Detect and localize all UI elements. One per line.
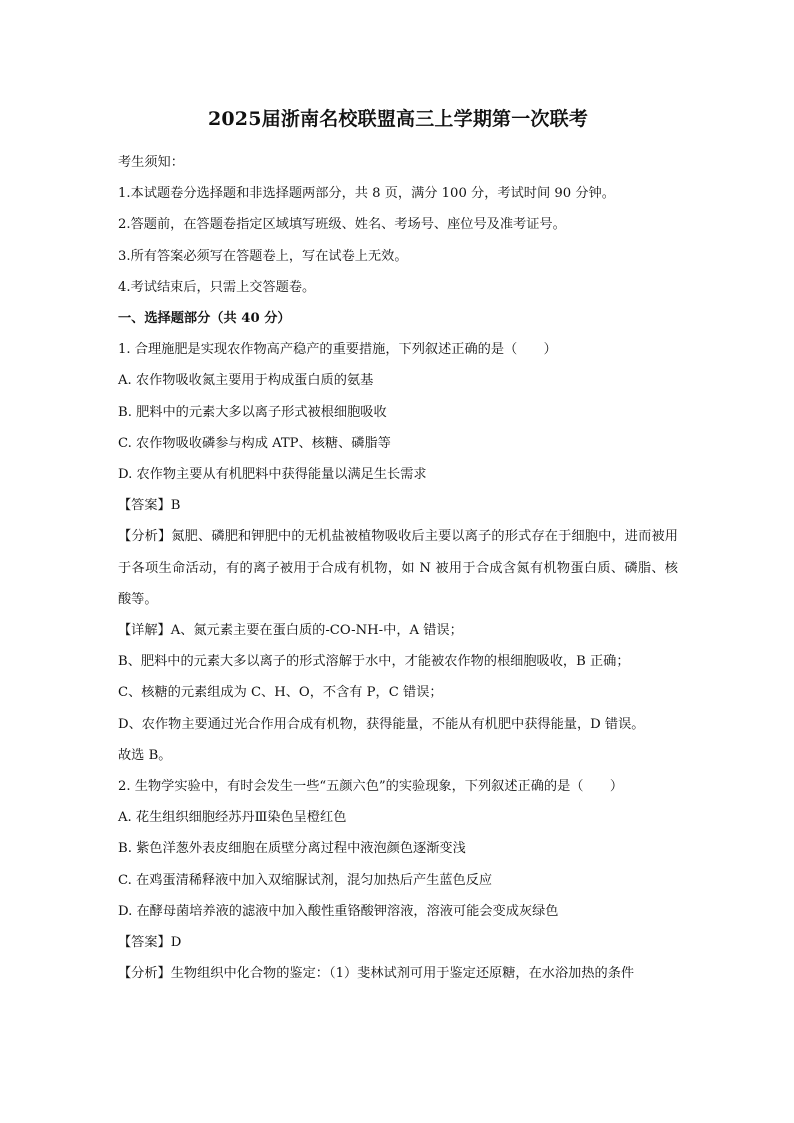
- q2-option-b: B. 紫色洋葱外表皮细胞在质壁分离过程中液泡颜色逐渐变浅: [118, 841, 466, 857]
- q1-option-c: C. 农作物吸收磷参与构成 ATP、核糖、磷脂等: [118, 435, 391, 451]
- q1-detail-d: D、农作物主要通过光合作用合成有机物，获得能量，不能从有机肥中获得能量，D 错误。: [118, 716, 645, 732]
- q2-option-c: C. 在鸡蛋清稀释液中加入双缩脲试剂，混匀加热后产生蓝色反应: [118, 872, 493, 888]
- q1-detail-c: C、核糖的元素组成为 C、H、O，不含有 P，C 错误；: [118, 685, 443, 701]
- q1-analysis: 【分析】氮肥、磷肥和钾肥中的无机盐被植物吸收后主要以离子的形式存在于细胞中，进而被用于各项生命活动，有的离子被用于合成有机物，如 N 被用于合成含氮有机物蛋白质、磷脂、核酸等。: [118, 529, 678, 607]
- section-heading: 一、选择题部分（共 40 分）: [118, 311, 291, 327]
- q1-detail-a: 【详解】A、氮元素主要在蛋白质的-CO-NH-中，A 错误；: [118, 623, 463, 639]
- q2-stem: 2. 生物学实验中，有时会发生一些“五颜六色”的实验现象，下列叙述正确的是（ ）: [118, 779, 624, 795]
- q2-answer: 【答案】D: [118, 935, 182, 951]
- notice-item-3: 3.所有答案必须写在答题卷上，写在试卷上无效。: [118, 248, 408, 264]
- q1-option-a: A. 农作物吸收氮主要用于构成蛋白质的氨基: [118, 373, 374, 389]
- q1-conclusion: 故选 B。: [118, 747, 172, 763]
- document-title: 2025届浙南名校联盟高三上学期第一次联考: [207, 108, 589, 130]
- notice-item-4: 4.考试结束后，只需上交答题卷。: [118, 279, 316, 295]
- q2-option-d: D. 在酵母菌培养液的滤液中加入酸性重铬酸钾溶液，溶液可能会变成灰绿色: [118, 903, 559, 919]
- notice-heading: 考生须知：: [118, 155, 184, 170]
- q1-option-b: B. 肥料中的元素大多以离子形式被根细胞吸收: [118, 404, 387, 420]
- document-page: [118, 104, 678, 989]
- notice-item-2: 2.答题前，在答题卷指定区域填写班级、姓名、考场号、座位号及准考证号。: [118, 217, 566, 233]
- q2-option-a: A. 花生组织细胞经苏丹Ⅲ染色呈橙红色: [118, 810, 347, 826]
- q2-analysis: 【分析】生物组织中化合物的鉴定：（1）斐林试剂可用于鉴定还原糖，在水浴加热的条件: [118, 966, 635, 982]
- q1-detail-b: B、肥料中的元素大多以离子的形式溶解于水中，才能被农作物的根细胞吸收，B 正确；: [118, 654, 630, 670]
- notice-item-1: 1.本试题卷分选择题和非选择题两部分，共 8 页，满分 100 分，考试时间 90 分钟。: [118, 186, 615, 202]
- q1-answer: 【答案】B: [118, 498, 181, 514]
- q1-option-d: D. 农作物主要从有机肥料中获得能量以满足生长需求: [118, 467, 427, 483]
- q1-stem: 1. 合理施肥是实现农作物高产稳产的重要措施，下列叙述正确的是（ ）: [118, 342, 557, 358]
